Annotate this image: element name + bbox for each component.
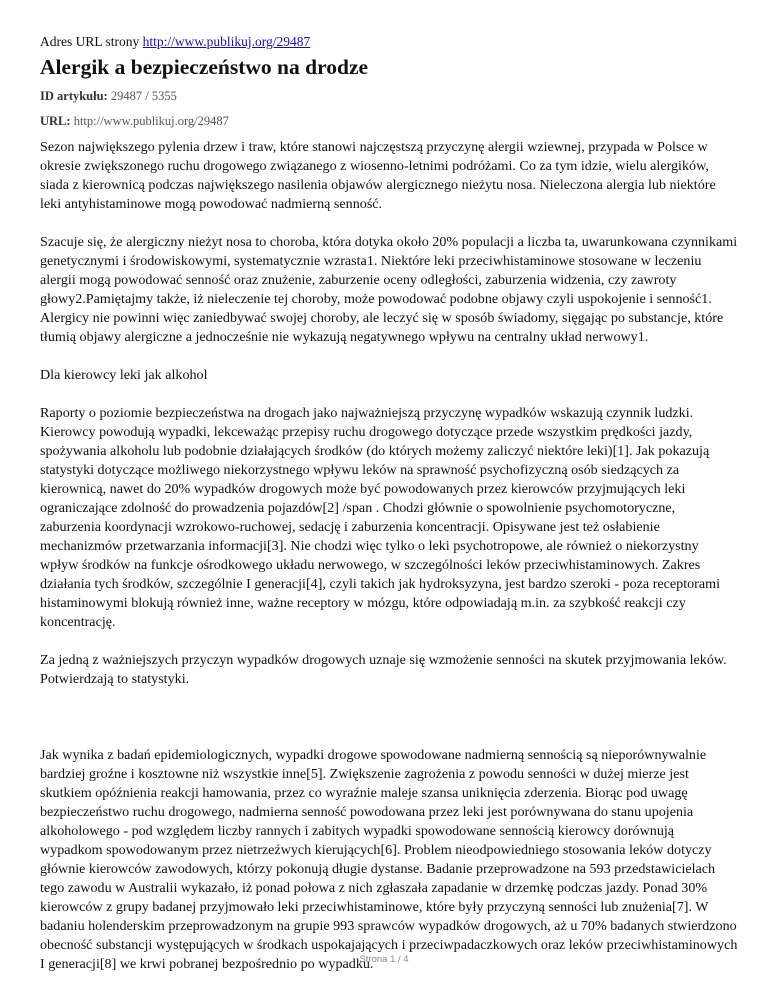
- section-heading: Dla kierowcy leki jak alkohol: [40, 367, 208, 383]
- page-number: Strona 1 / 4: [359, 954, 409, 965]
- source-url-link[interactable]: http://www.publikuj.org/29487: [142, 34, 311, 49]
- paragraph-1: Sezon największego pylenia drzew i traw, które stanowi najczęstszą przyczynę alergii wziewnej, przypada w Polsce w okresie zwiększonego ruchu drogowego związanego z wiosenno-letnimi podróżami. Co za tym idzie, wielu alergików, siada z kierownicą podczas największego nasilenia objawów alergicznego nieżytu nosa. Nieleczona alergia lub niektóre leki antyhistaminowe mogą powodować nadmierną senność.: [40, 139, 716, 212]
- paragraph-5: Jak wynika z badań epidemiologicznych, wypadki drogowe spowodowane nadmierną sennością są nieporównywalnie bardziej groźne i kosztowne niż wszystkie inne[5]. Zwiększenie zagrożenia z powodu senności w dużej mierze jest skutkiem opóźnienia reakcji hamowania, przez co wyraźnie maleje szansa uniknięcia zderzenia. Biorąc pod uwagę bezpieczeństwo ruchu drogowego, nadmierna senność powodowana przez leki jest porównywana do stanu upojenia alkoholowego - pod względem liczby rannych i zabitych wypadki spowodowane sennością kierowcy dorównują wypadkom spowodowanym przez nietrzeźwych kierujących[6]. Problem nieodpowiedniego stosowania leków dotyczy głównie kierowców zawodowych, którzy pokonują długie dystanse. Badanie przeprowadzone na 593 przedstawicielach tego zawodu w Australii wykazało, iż ponad połowa z nich zgłaszała zapadanie w drzemkę podczas jazdy. Ponad 30% kierowców z grupy badanej przyjmowało leki przeciwhistaminowe, które były przyczyną senności lub znużenia[7]. W badaniu holenderskim przeprowadzonym na grupie 993 sprawców wypadków drogowych, aż u 70% badanych stwierdzono obecność substancji występujących w środkach uspokajających i przeciwpadaczkowych oraz leków przeciwhistaminowych I generacji[8] we krwi pobranej bezpośrednio po wypadku.: [40, 747, 738, 972]
- article-id-label: ID artykułu:: [40, 89, 108, 103]
- article-id-value: 29487 / 5355: [110, 89, 177, 103]
- article-url-label: URL:: [40, 114, 71, 128]
- paragraph-4: Za jedną z ważniejszych przyczyn wypadków drogowych uznaje się wzmożenie senności na skutek przyjmowania leków. Potwierdzają to statystyki.: [40, 652, 727, 687]
- article-url-value: http://www.publikuj.org/29487: [73, 114, 229, 128]
- article-content: [40, 0, 738, 974]
- article-title: Alergik a bezpieczeństwo na drodze: [40, 55, 369, 79]
- source-line: [40, 33, 738, 50]
- paragraph-2: Szacuje się, że alergiczny nieżyt nosa to choroba, która dotyka około 20% populacji a liczba ta, uwarunkowana czynnikami genetycznymi i środowiskowymi, systematycznie wzrasta1. Niektóre leki przeciwhistaminowe stosowane w leczeniu alergii mogą powodować senność oraz znużenie, zaburzenie oceny odległości, zaburzenia widzenia, czy zawroty głowy2.Pamiętajmy także, iż nieleczenie tej choroby, może powodować podobne objawy czyli uspokojenie i senność1. Alergicy nie powinni więc zaniedbywać swojej choroby, ale leczyć się w sposób świadomy, sięgając po substancje, które tłumią objawy alergiczne a jednocześnie nie wykazują negatywnego wpływu na centralny układ nerwowy1.: [40, 234, 738, 345]
- article-id: [40, 88, 738, 104]
- source-label: Adres URL strony: [40, 34, 140, 49]
- paragraph-3: Raporty o poziomie bezpieczeństwa na drogach jako najważniejszą przyczynę wypadków wskazują czynnik ludzki. Kierowcy powodują wypadki, lekceważąc przepisy ruchu drogowego dotyczące przede wszystkim prędkości jazdy, spożywania alkoholu lub podobnie działających środków (do których możemy zaliczyć niektóre leki)[1]. Jak pokazują statystyki dotyczące możliwego niekorzystnego wpływu leków na sprawność psychofizyczną osób siedzących za kierownicą, nawet do 20% wypadków drogowych może być powodowanych przez kierowców przyjmujących leki ograniczające zdolność do prowadzenia pojazdów[2] /span . Chodzi głównie o spowolnienie psychomotoryczne, zaburzenia koordynacji wzrokowo-ruchowej, sedację i zaburzenia koncentracji. Opisywane jest też osłabienie mechanizmów przetwarzania informacji[3]. Nie chodzi więc tylko o leki psychotropowe, ale również o niekorzystny wpływ środków na funkcje ośrodkowego układu nerwowego, w szczególności leków przeciwhistaminowych. Zakres działania tych środków, szczególnie I generacji[4], czyli takich jak hydroksyzyna, jest bardzo szeroki - poza receptorami histaminowymi blokują również inne, ważne receptory w mózgu, które odpowiadają m.in. za szybkość reakcji czy koncentrację.: [40, 405, 720, 630]
- article-url: [40, 113, 738, 129]
